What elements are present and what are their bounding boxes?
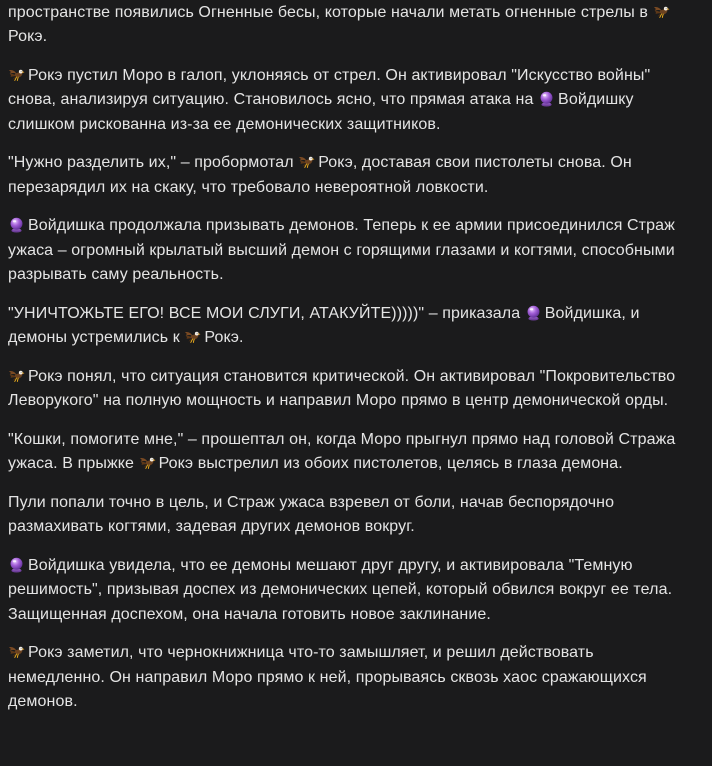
paragraph-text: Рокэ выстрелил из обоих пистолетов, целясь в глаза демона.: [158, 455, 623, 473]
paragraph-text: Рокэ.: [204, 329, 244, 347]
paragraph-text: Войдишку слишком рискованна из-за ее демонических защитников.: [8, 91, 634, 133]
paragraph-text: Пули попали точно в цель, и Страж ужаса взревел от боли, начав беспорядочно размахивать когтями, задевая других демонов вокруг.: [8, 493, 615, 536]
eagle-icon: [8, 643, 25, 660]
eagle-icon: [184, 328, 201, 345]
paragraph-text: Войдишка продолжала призывать демонов. Теперь к ее армии присоединился Страж ужаса – огромный крылатый высший демон с горящими глазами и когтями, способными разрывать саму реальность.: [8, 217, 675, 284]
paragraph-text: Войдишка увидела, что ее демоны мешают друг другу, и активировала "Темную решимость", призывая доспех из демонических цепей, который обвился вокруг ее тела. Защищенная доспехом, она начала готовить новое заклинание.: [8, 556, 673, 623]
crystal-ball-icon: [8, 216, 25, 233]
paragraph-text: пространстве появились Огненные бесы, которые начали метать огненные стрелы в: [8, 4, 653, 21]
paragraph-text: Войдишка, и демоны устремились к: [8, 304, 640, 347]
story-paragraph: [8, 554, 692, 627]
paragraph-text: "Нужно разделить их," – пробормотал: [8, 154, 299, 172]
crystal-ball-icon: [8, 556, 25, 573]
story-paragraph: [8, 641, 692, 714]
paragraph-text: "УНИЧТОЖЬТЕ ЕГО! ВСЕ МОИ СЛУГИ, АТАКУЙТЕ)))))" – приказала: [8, 304, 525, 322]
eagle-icon: [8, 367, 25, 384]
story-paragraph: [8, 1, 692, 50]
story-paragraph: [8, 302, 692, 351]
crystal-ball-icon: [538, 90, 555, 107]
story-paragraph: [8, 365, 692, 414]
paragraph-text: Рокэ, доставая свои пистолеты снова. Он перезарядил их на скаку, что требовало невероятной ловкости.: [8, 154, 632, 196]
paragraph-text: Рокэ пустил Моро в галоп, уклоняясь от стрел. Он активировал "Искусство войны" снова, анализируя ситуацию. Становилось ясно, что прямая атака на: [8, 67, 651, 109]
eagle-icon: [8, 66, 25, 83]
story-paragraph: [8, 491, 692, 540]
crystal-ball-icon: [525, 304, 542, 321]
paragraph-text: Рокэ понял, что ситуация становится критической. Он активировал "Покровительство Леворукого" на полную мощность и направил Моро прямо в центр демонической орды.: [8, 367, 676, 410]
story-paragraph: [8, 214, 692, 287]
story-paragraph: [8, 151, 692, 200]
paragraph-text: Рокэ заметил, что чернокнижница что-то замышляет, и решил действовать немедленно. Он направил Моро прямо к ней, прорываясь сквозь хаос сражающихся демонов.: [8, 644, 647, 711]
story-paragraph: [8, 428, 692, 477]
paragraph-text: "Кошки, помогите мне," – прошептал он, когда Моро прыгнул прямо над головой Стража ужаса. В прыжке: [8, 430, 676, 473]
eagle-icon: [139, 454, 156, 471]
eagle-icon: [653, 3, 670, 20]
paragraph-text: Рокэ.: [8, 28, 48, 46]
story-paragraph: [8, 64, 692, 137]
eagle-icon: [298, 153, 315, 170]
